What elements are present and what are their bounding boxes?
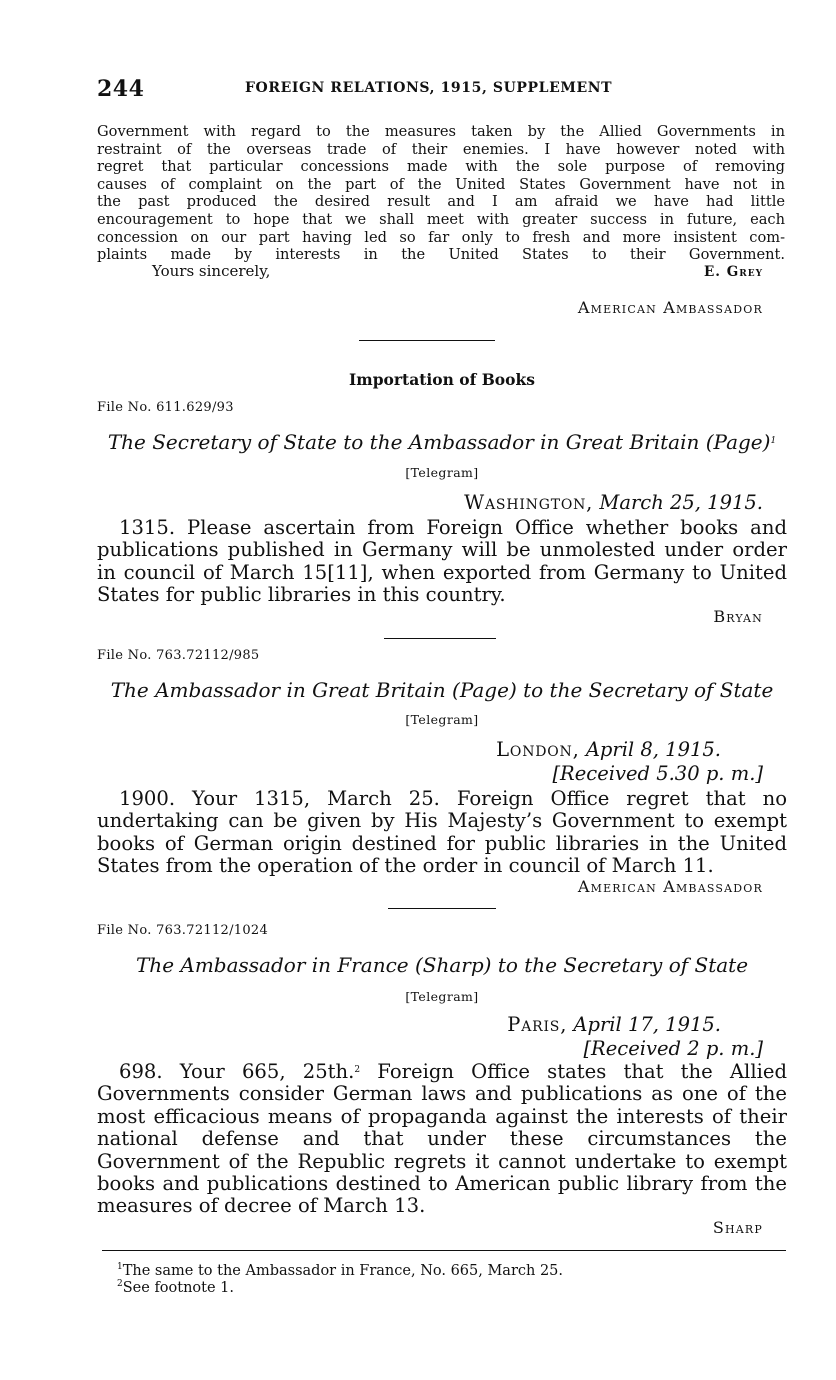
telegram-label: [Telegram]: [405, 989, 479, 1004]
file-number: File No. 763.72112/1024: [97, 923, 269, 938]
footnote-text: See footnote 1.: [122, 1280, 235, 1296]
document-signature: Sharp: [712, 1218, 763, 1237]
divider-rule: [388, 908, 496, 909]
footnote-text: The same to the Ambassador in France, No. 665, March 25.: [122, 1263, 564, 1279]
running-title: FOREIGN RELATIONS, 1915, SUPPLEMENT: [245, 80, 613, 96]
dateline-date: March 25, 1915.: [599, 491, 763, 514]
dateline: [507, 1013, 721, 1036]
footnotes: [117, 1263, 563, 1297]
page-number: 244: [97, 76, 145, 102]
telegram-label: [Telegram]: [405, 712, 479, 727]
footnote-mark: 2: [117, 1279, 123, 1289]
letter-addressee: American Ambassador: [577, 298, 763, 317]
dateline-date: April 8, 1915.: [585, 738, 721, 761]
footnote-ref: 1: [770, 436, 777, 446]
file-number: File No. 763.72112/985: [97, 648, 260, 663]
section-title: Importation of Books: [349, 370, 535, 389]
document-title: [97, 430, 787, 454]
text-line: plaints made by interests in the United States to their Government.: [97, 246, 785, 264]
received-note: [Received 5.30 p. m.]: [552, 762, 763, 785]
continuation-paragraph: [97, 123, 785, 264]
body-lead: 698. Your 665, 25th.: [119, 1060, 355, 1083]
divider-rule: [384, 638, 496, 639]
document-title-text: The Secretary of State to the Ambassador in Great Britain (Page): [107, 430, 771, 454]
received-note: [Received 2 p. m.]: [583, 1037, 763, 1060]
document-title: The Ambassador in France (Sharp) to the Secretary of State: [135, 953, 749, 977]
text-line: Government with regard to the measures taken by the Allied Governments in: [97, 123, 785, 140]
footnote: [117, 1263, 563, 1280]
text-line: the past produced the desired result and I am afraid we have had little: [97, 193, 785, 211]
body-text: 1900. Your 1315, March 25. Foreign Office regret that no undertaking can be given by His Majesty’s Government to exempt books of German origin destined for public libraries in the United States from the operation of the order in council of March 11.: [97, 787, 787, 878]
closing-salutation: Yours sincerely,: [152, 262, 271, 280]
document-signature: Bryan: [713, 607, 763, 626]
document-body: [97, 788, 787, 878]
body-text: [97, 1061, 787, 1218]
document-body: [97, 1061, 787, 1218]
footnote-rule: [102, 1250, 786, 1251]
body-rest: Foreign Office states that the Allied Governments consider German laws and publications as one of the most efficacious means of propaganda against the interests of their national defense and that under these circumstances the Government of the Republic regrets it cannot undertake to exempt books and publications destined to American public library from the measures of decree of March 13.: [97, 1060, 787, 1218]
text-line: concession on our part having led so far only to fresh and more insistent com-: [97, 228, 785, 246]
dateline-place: London,: [496, 738, 580, 761]
dateline-place: Paris,: [507, 1013, 568, 1036]
text-line: encouragement to hope that we shall meet with greater success in future, each: [97, 210, 785, 228]
footnote-mark: 1: [117, 1262, 123, 1272]
document-body: [97, 517, 787, 607]
text-line: regret that particular concessions made with the sole purpose of removing: [97, 158, 785, 176]
page-header: [97, 76, 787, 102]
letter-signature: E. Grey: [704, 264, 763, 280]
text-line: restraint of the overseas trade of their enemies. I have however noted with: [97, 140, 785, 158]
body-text: 1315. Please ascertain from Foreign Office whether books and publications published in Germany will be unmolested under order in council of March 15[11], when exported from Germany to United States for public libraries in this country.: [97, 516, 787, 607]
dateline-date: April 17, 1915.: [573, 1013, 721, 1036]
footnote: [117, 1280, 563, 1297]
file-number: File No. 611.629/93: [97, 400, 234, 415]
dateline: [464, 491, 763, 514]
divider-rule: [359, 340, 495, 341]
telegram-label: [Telegram]: [405, 465, 479, 480]
dateline: [496, 738, 721, 761]
document-title: The Ambassador in Great Britain (Page) to the Secretary of State: [110, 678, 774, 702]
document-signature: American Ambassador: [577, 877, 763, 896]
text-line: causes of complaint on the part of the United States Government have not in: [97, 175, 785, 193]
footnote-ref: 2: [354, 1065, 361, 1075]
dateline-place: Washington,: [464, 491, 594, 514]
